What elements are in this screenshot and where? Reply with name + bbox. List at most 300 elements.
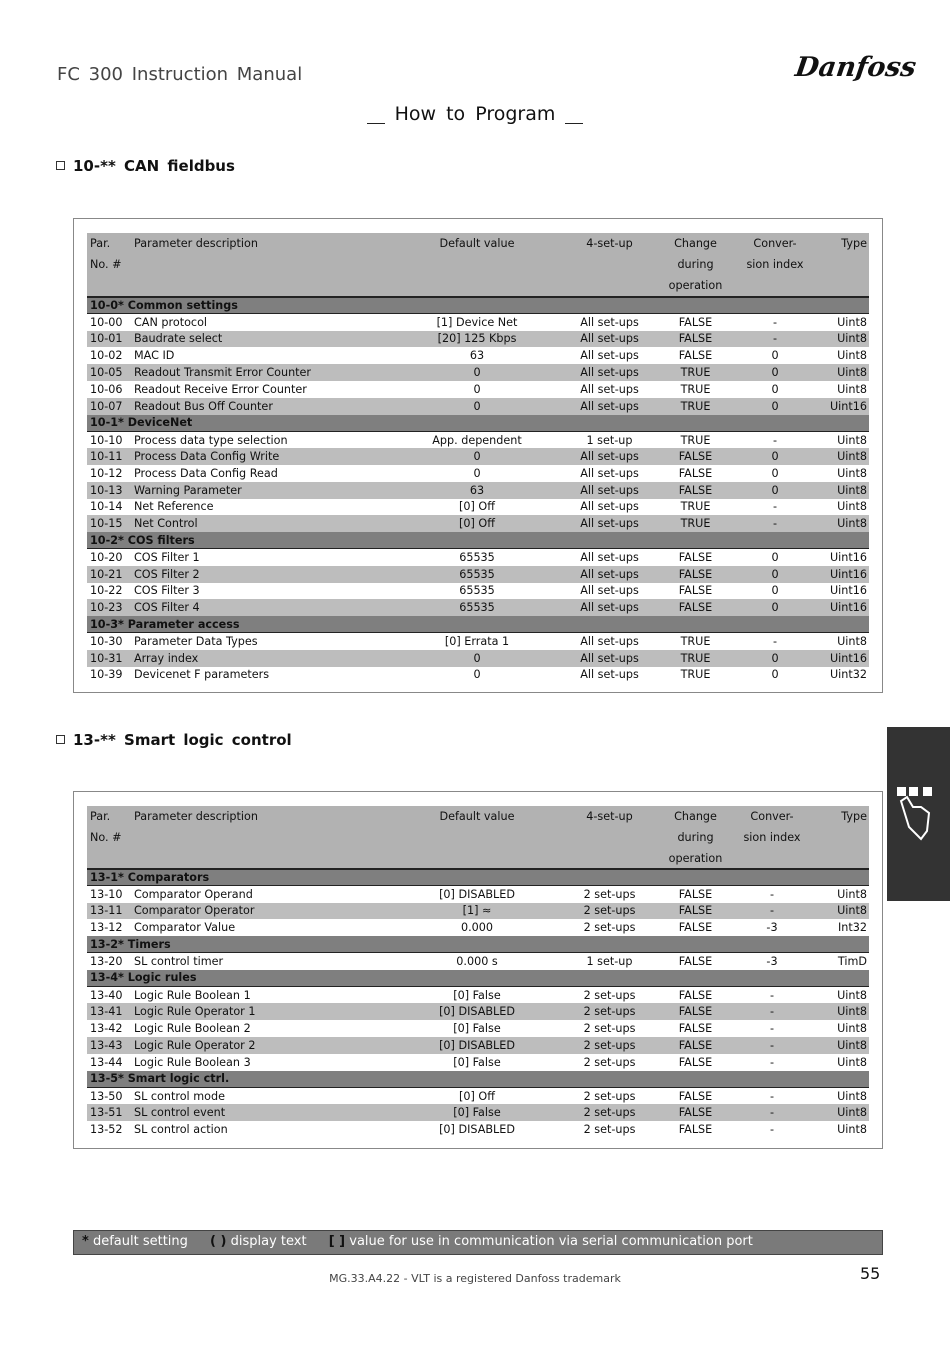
description: CAN protocol bbox=[134, 315, 208, 329]
type: Uint8 bbox=[811, 331, 869, 348]
page-number: 55 bbox=[860, 1264, 881, 1283]
par-number: 13-40 bbox=[90, 988, 123, 1002]
par-number: 10-30 bbox=[90, 635, 123, 649]
column-header-text: Type bbox=[841, 237, 867, 250]
column-header bbox=[387, 848, 567, 869]
legend-bar bbox=[73, 1230, 883, 1255]
column-header-text: Change during operation bbox=[668, 237, 723, 292]
conversion-index: - bbox=[739, 1037, 805, 1054]
setup: All set-ups bbox=[567, 448, 652, 465]
par-number: 10-14 bbox=[90, 500, 123, 514]
table-header bbox=[87, 806, 869, 869]
table-row bbox=[87, 431, 869, 448]
column-header bbox=[739, 233, 811, 297]
default-value: [0] Off bbox=[387, 515, 567, 532]
change-during-operation: FALSE bbox=[678, 551, 713, 565]
default-value: 65535 bbox=[387, 599, 567, 616]
change-during-operation: FALSE bbox=[678, 988, 713, 1002]
type: Uint8 bbox=[805, 1037, 869, 1054]
setup: 2 set-ups bbox=[583, 887, 636, 901]
par-number: 10-11 bbox=[87, 448, 131, 465]
setup: 2 set-ups bbox=[583, 988, 636, 1002]
group-title: 10-3* Parameter access bbox=[87, 616, 869, 633]
column-header bbox=[805, 827, 869, 848]
legend-communication: value for use in communication via serial communication port bbox=[349, 1234, 753, 1249]
column-header: Conver- bbox=[739, 806, 805, 827]
group-header-row bbox=[87, 415, 869, 432]
group-header-row bbox=[87, 936, 869, 953]
setup: All set-ups bbox=[567, 566, 652, 583]
default-value: 0 bbox=[387, 364, 567, 381]
change-during-operation: FALSE bbox=[678, 887, 713, 901]
par-number: 13-42 bbox=[90, 1022, 123, 1036]
change-during-operation: FALSE bbox=[678, 1055, 713, 1069]
change-during-operation: TRUE bbox=[652, 398, 739, 415]
par-number: 13-50 bbox=[90, 1089, 123, 1103]
type: Uint8 bbox=[837, 433, 867, 447]
description: Comparator Value bbox=[134, 921, 236, 935]
par-number: 13-41 bbox=[87, 1003, 131, 1020]
type: Uint16 bbox=[811, 398, 869, 415]
change-during-operation: FALSE bbox=[652, 1104, 739, 1121]
group-header-row bbox=[87, 297, 869, 314]
column-header bbox=[387, 827, 567, 848]
change-during-operation: TRUE bbox=[680, 635, 711, 649]
description: Comparator Operator bbox=[131, 903, 387, 920]
default-value: [1] ≈ bbox=[387, 903, 567, 920]
par-number: 10-05 bbox=[87, 364, 131, 381]
description: Array index bbox=[131, 650, 387, 667]
description: Process data type selection bbox=[134, 433, 288, 447]
type: Uint8 bbox=[837, 1122, 867, 1136]
group-title: 10-1* DeviceNet bbox=[87, 415, 869, 432]
checkbox-bullet-icon bbox=[56, 161, 65, 170]
change-during-operation: TRUE bbox=[652, 364, 739, 381]
column-header bbox=[567, 827, 652, 848]
description: COS Filter 2 bbox=[131, 566, 387, 583]
default-value: [0] Errata 1 bbox=[444, 635, 510, 649]
par-number: 10-39 bbox=[90, 668, 123, 682]
change-during-operation: TRUE bbox=[680, 500, 711, 514]
table-row bbox=[87, 515, 869, 532]
type: Uint8 bbox=[811, 448, 869, 465]
description: Logic Rule Boolean 1 bbox=[134, 988, 251, 1002]
default-value: [0] DISABLED bbox=[439, 887, 515, 901]
column-header bbox=[805, 848, 869, 869]
default-value: [0] Off bbox=[459, 1089, 495, 1103]
legend-default: default setting bbox=[92, 1234, 188, 1249]
table-row bbox=[87, 499, 869, 516]
par-number: 10-21 bbox=[87, 566, 131, 583]
par-number: 10-10 bbox=[90, 433, 123, 447]
conversion-index: - bbox=[769, 1089, 775, 1103]
footer-text: MG.33.A4.22 - VLT is a registered Danfoss trademark bbox=[329, 1272, 621, 1285]
group-title: 10-2* COS filters bbox=[87, 532, 869, 549]
conversion-index: 0 bbox=[771, 382, 779, 396]
default-value: 0.000 bbox=[460, 921, 494, 935]
default-value: 65535 bbox=[459, 551, 495, 565]
column-header: Parameter description bbox=[131, 806, 387, 827]
type: Uint8 bbox=[837, 466, 867, 480]
column-header bbox=[567, 233, 652, 297]
default-value: 0 bbox=[473, 668, 481, 682]
setup: All set-ups bbox=[580, 500, 639, 514]
setup: All set-ups bbox=[567, 482, 652, 499]
setup: 2 set-ups bbox=[567, 1037, 652, 1054]
column-header-text: Conver-sion index bbox=[746, 237, 804, 271]
par-number: 10-13 bbox=[87, 482, 131, 499]
default-value: 0 bbox=[473, 382, 481, 396]
default-value: 65535 bbox=[459, 584, 495, 598]
change-during-operation: FALSE bbox=[678, 1122, 713, 1136]
type: Uint16 bbox=[829, 584, 867, 598]
table-row bbox=[87, 566, 869, 583]
change-during-operation: TRUE bbox=[652, 515, 739, 532]
par-number: 13-44 bbox=[90, 1055, 123, 1069]
default-value: [0] DISABLED bbox=[387, 1037, 567, 1054]
table-row bbox=[87, 987, 869, 1004]
manual-title: FC 300 Instruction Manual bbox=[57, 64, 303, 85]
chapter-side-tab bbox=[887, 727, 950, 901]
change-during-operation: FALSE bbox=[678, 584, 713, 598]
change-during-operation: FALSE bbox=[652, 1003, 739, 1020]
change-during-operation: FALSE bbox=[678, 466, 713, 480]
legend-paren-symbol: ( ) bbox=[210, 1234, 227, 1249]
group-title: 13-2* Timers bbox=[87, 936, 869, 953]
section-title-text: 13-** Smart logic control bbox=[73, 731, 292, 749]
setup: All set-ups bbox=[580, 349, 639, 363]
type: Uint8 bbox=[837, 1089, 867, 1103]
column-header: No. # bbox=[87, 827, 131, 848]
table-row bbox=[87, 1037, 869, 1054]
table-row bbox=[87, 903, 869, 920]
type: Uint16 bbox=[811, 599, 869, 616]
type: Uint16 bbox=[811, 650, 869, 667]
type: Uint8 bbox=[837, 1055, 867, 1069]
conversion-index: - bbox=[772, 315, 778, 329]
conversion-index: - bbox=[772, 500, 778, 514]
setup: All set-ups bbox=[567, 515, 652, 532]
setup: All set-ups bbox=[580, 315, 639, 329]
par-number: 10-31 bbox=[87, 650, 131, 667]
type: Uint32 bbox=[829, 668, 867, 682]
change-during-operation: FALSE bbox=[652, 482, 739, 499]
parameter-table-frame bbox=[73, 218, 883, 693]
column-header: 4-set-up bbox=[567, 806, 652, 827]
type: Uint8 bbox=[837, 635, 867, 649]
par-number: 10-12 bbox=[90, 466, 123, 480]
setup: All set-ups bbox=[580, 551, 639, 565]
table-row bbox=[87, 1003, 869, 1020]
table-row bbox=[87, 919, 869, 936]
conversion-index: - bbox=[739, 515, 811, 532]
default-value: 65535 bbox=[387, 566, 567, 583]
table-row bbox=[87, 1104, 869, 1121]
default-value: [0] False bbox=[387, 1104, 567, 1121]
setup: 2 set-ups bbox=[583, 921, 636, 935]
default-value: [20] 125 Kbps bbox=[387, 331, 567, 348]
table-row bbox=[87, 482, 869, 499]
description: Baudrate select bbox=[131, 331, 387, 348]
table-row bbox=[87, 398, 869, 415]
asterisk-icon: * bbox=[82, 1234, 89, 1249]
setup: 2 set-ups bbox=[567, 903, 652, 920]
column-header bbox=[131, 827, 387, 848]
description: Process Data Config Read bbox=[134, 466, 278, 480]
table-row bbox=[87, 331, 869, 348]
table-row bbox=[87, 583, 869, 600]
conversion-index: 0 bbox=[771, 668, 779, 682]
description: Comparator Operand bbox=[134, 887, 253, 901]
table-row bbox=[87, 364, 869, 381]
setup: All set-ups bbox=[580, 635, 639, 649]
column-header: Change bbox=[652, 806, 739, 827]
column-header bbox=[652, 233, 739, 297]
default-value: 0 bbox=[387, 398, 567, 415]
type: Uint8 bbox=[837, 988, 867, 1002]
group-title: 13-1* Comparators bbox=[87, 869, 869, 886]
legend-bracket-symbol: [ ] bbox=[328, 1234, 346, 1249]
conversion-index: 0 bbox=[739, 364, 811, 381]
conversion-index: 0 bbox=[739, 599, 811, 616]
conversion-index: 0 bbox=[771, 551, 779, 565]
section-title-text: 10-** CAN fieldbus bbox=[73, 157, 235, 175]
par-number: 13-12 bbox=[90, 921, 123, 935]
setup: 1 set-up bbox=[586, 433, 633, 447]
type: Uint8 bbox=[805, 903, 869, 920]
conversion-index: - bbox=[769, 1122, 775, 1136]
conversion-index: 0 bbox=[739, 398, 811, 415]
setup: 2 set-ups bbox=[567, 1003, 652, 1020]
default-value: [0] False bbox=[453, 1055, 501, 1069]
default-value: [0] False bbox=[453, 1022, 501, 1036]
type: Uint8 bbox=[837, 887, 867, 901]
column-header-text: 4-set-up bbox=[586, 237, 633, 250]
change-during-operation: TRUE bbox=[680, 433, 711, 447]
column-header: sion index bbox=[739, 827, 805, 848]
hand-pointing-keypad-icon bbox=[887, 727, 950, 901]
column-header bbox=[739, 848, 805, 869]
group-header-row bbox=[87, 532, 869, 549]
description: COS Filter 3 bbox=[134, 584, 200, 598]
conversion-index: 0 bbox=[771, 349, 779, 363]
column-header bbox=[811, 233, 869, 297]
group-title: 10-0* Common settings bbox=[87, 297, 869, 314]
column-header bbox=[567, 848, 652, 869]
change-during-operation: FALSE bbox=[678, 1089, 713, 1103]
description: COS Filter 4 bbox=[131, 599, 387, 616]
par-number: 10-01 bbox=[87, 331, 131, 348]
description: Net Control bbox=[131, 515, 387, 532]
par-number: 10-15 bbox=[87, 515, 131, 532]
default-value: 0 bbox=[473, 466, 481, 480]
par-number: 13-52 bbox=[90, 1122, 123, 1136]
table-row bbox=[87, 448, 869, 465]
description: SL control event bbox=[131, 1104, 387, 1121]
default-value: [1] Device Net bbox=[436, 315, 518, 329]
column-header: Par. bbox=[87, 806, 131, 827]
parameter-table-frame bbox=[73, 791, 883, 1149]
change-during-operation: FALSE bbox=[652, 599, 739, 616]
conversion-index: - bbox=[739, 1003, 805, 1020]
table-row bbox=[87, 1087, 869, 1104]
par-number: 13-10 bbox=[90, 887, 123, 901]
table-row bbox=[87, 599, 869, 616]
table-row bbox=[87, 347, 869, 364]
table-row bbox=[87, 465, 869, 482]
conversion-index: - bbox=[769, 1055, 775, 1069]
default-value: 63 bbox=[469, 349, 485, 363]
group-header-row bbox=[87, 970, 869, 987]
table-header bbox=[87, 233, 869, 297]
par-number: 10-00 bbox=[90, 315, 123, 329]
change-during-operation: FALSE bbox=[652, 331, 739, 348]
change-during-operation: TRUE bbox=[680, 382, 711, 396]
setup: All set-ups bbox=[567, 650, 652, 667]
change-during-operation: FALSE bbox=[678, 349, 713, 363]
setup: All set-ups bbox=[567, 364, 652, 381]
conversion-index: 0 bbox=[739, 448, 811, 465]
danfoss-logo bbox=[793, 42, 919, 86]
par-number: 13-11 bbox=[87, 903, 131, 920]
parameter-table-can bbox=[87, 233, 869, 683]
par-number: 10-02 bbox=[90, 349, 123, 363]
description: Logic Rule Boolean 2 bbox=[134, 1022, 251, 1036]
change-during-operation: FALSE bbox=[678, 1022, 713, 1036]
type: Uint8 bbox=[805, 1003, 869, 1020]
default-value: 0 bbox=[387, 448, 567, 465]
par-number: 10-22 bbox=[90, 584, 123, 598]
default-value: [0] Off bbox=[459, 500, 495, 514]
group-header-row bbox=[87, 616, 869, 633]
type: Uint8 bbox=[837, 500, 867, 514]
setup: All set-ups bbox=[580, 584, 639, 598]
conversion-index: - bbox=[772, 433, 778, 447]
type: Uint8 bbox=[811, 482, 869, 499]
type: Uint8 bbox=[837, 349, 867, 363]
column-header bbox=[87, 233, 131, 297]
conversion-index: - bbox=[772, 635, 778, 649]
parameter-table-smart-logic bbox=[87, 806, 869, 1138]
type: Uint8 bbox=[811, 515, 869, 532]
default-value: 63 bbox=[387, 482, 567, 499]
type: TimD bbox=[837, 955, 867, 969]
default-value: [0] DISABLED bbox=[439, 1122, 515, 1136]
checkbox-bullet-icon bbox=[56, 735, 65, 744]
table-row bbox=[87, 549, 869, 566]
svg-text:Danfoss: Danfoss bbox=[793, 52, 919, 83]
setup: All set-ups bbox=[567, 599, 652, 616]
column-header: Default value bbox=[387, 806, 567, 827]
description: Readout Receive Error Counter bbox=[134, 382, 307, 396]
setup: 2 set-ups bbox=[583, 1022, 636, 1036]
column-header bbox=[387, 233, 567, 297]
column-header: operation bbox=[652, 848, 739, 869]
par-number: 13-51 bbox=[87, 1104, 131, 1121]
group-title: 13-5* Smart logic ctrl. bbox=[87, 1071, 869, 1088]
chapter-heading bbox=[0, 103, 950, 125]
description: Net Reference bbox=[134, 500, 214, 514]
par-number: 10-06 bbox=[90, 382, 123, 396]
change-during-operation: FALSE bbox=[652, 903, 739, 920]
description: Logic Rule Boolean 3 bbox=[134, 1055, 251, 1069]
description: Devicenet F parameters bbox=[134, 668, 270, 682]
column-header bbox=[131, 848, 387, 869]
type: Int32 bbox=[837, 921, 867, 935]
change-during-operation: FALSE bbox=[652, 1037, 739, 1054]
description: Readout Bus Off Counter bbox=[131, 398, 387, 415]
par-number: 10-07 bbox=[87, 398, 131, 415]
conversion-index: -3 bbox=[766, 955, 778, 969]
conversion-index: - bbox=[769, 988, 775, 1002]
table-row bbox=[87, 633, 869, 650]
table-row bbox=[87, 650, 869, 667]
table-row bbox=[87, 1121, 869, 1138]
conversion-index: 0 bbox=[739, 566, 811, 583]
table-row bbox=[87, 953, 869, 970]
description: Logic Rule Operator 2 bbox=[131, 1037, 387, 1054]
conversion-index: 0 bbox=[739, 650, 811, 667]
type: Uint8 bbox=[837, 315, 867, 329]
conversion-index: - bbox=[769, 1022, 775, 1036]
default-value: [0] DISABLED bbox=[387, 1003, 567, 1020]
description: Logic Rule Operator 1 bbox=[131, 1003, 387, 1020]
conversion-index: 0 bbox=[739, 482, 811, 499]
description: MAC ID bbox=[134, 349, 175, 363]
column-header-text: Default value bbox=[439, 237, 515, 250]
group-title: 13-4* Logic rules bbox=[87, 970, 869, 987]
section-title-smart-logic bbox=[56, 731, 292, 749]
column-header-text: Parameter description bbox=[134, 237, 258, 250]
setup: All set-ups bbox=[567, 398, 652, 415]
description: SL control timer bbox=[134, 955, 224, 969]
par-number: 13-43 bbox=[87, 1037, 131, 1054]
description: Process Data Config Write bbox=[131, 448, 387, 465]
par-number: 10-20 bbox=[90, 551, 123, 565]
description: SL control action bbox=[134, 1122, 228, 1136]
default-value: [0] False bbox=[453, 988, 501, 1002]
setup: 1 set-up bbox=[586, 955, 633, 969]
type: Uint16 bbox=[811, 566, 869, 583]
description: SL control mode bbox=[134, 1089, 225, 1103]
table-row bbox=[87, 314, 869, 331]
column-header: Type bbox=[805, 806, 869, 827]
change-during-operation: FALSE bbox=[678, 315, 713, 329]
table-row bbox=[87, 1054, 869, 1071]
change-during-operation: TRUE bbox=[652, 650, 739, 667]
type: Uint8 bbox=[837, 382, 867, 396]
change-during-operation: FALSE bbox=[652, 448, 739, 465]
column-header bbox=[87, 848, 131, 869]
description: Readout Transmit Error Counter bbox=[131, 364, 387, 381]
setup: All set-ups bbox=[580, 382, 639, 396]
conversion-index: - bbox=[739, 1104, 805, 1121]
setup: All set-ups bbox=[580, 668, 639, 682]
par-number: 13-20 bbox=[90, 955, 123, 969]
change-during-operation: FALSE bbox=[652, 566, 739, 583]
change-during-operation: TRUE bbox=[680, 668, 711, 682]
table-row bbox=[87, 1020, 869, 1037]
description: Parameter Data Types bbox=[134, 635, 258, 649]
column-header-text: Par. No. # bbox=[90, 237, 122, 271]
table-row bbox=[87, 886, 869, 903]
description: Warning Parameter bbox=[131, 482, 387, 499]
table-row bbox=[87, 667, 869, 684]
description: COS Filter 1 bbox=[134, 551, 200, 565]
conversion-index: -3 bbox=[766, 921, 778, 935]
conversion-index: - bbox=[769, 887, 775, 901]
setup: 2 set-ups bbox=[583, 1055, 636, 1069]
